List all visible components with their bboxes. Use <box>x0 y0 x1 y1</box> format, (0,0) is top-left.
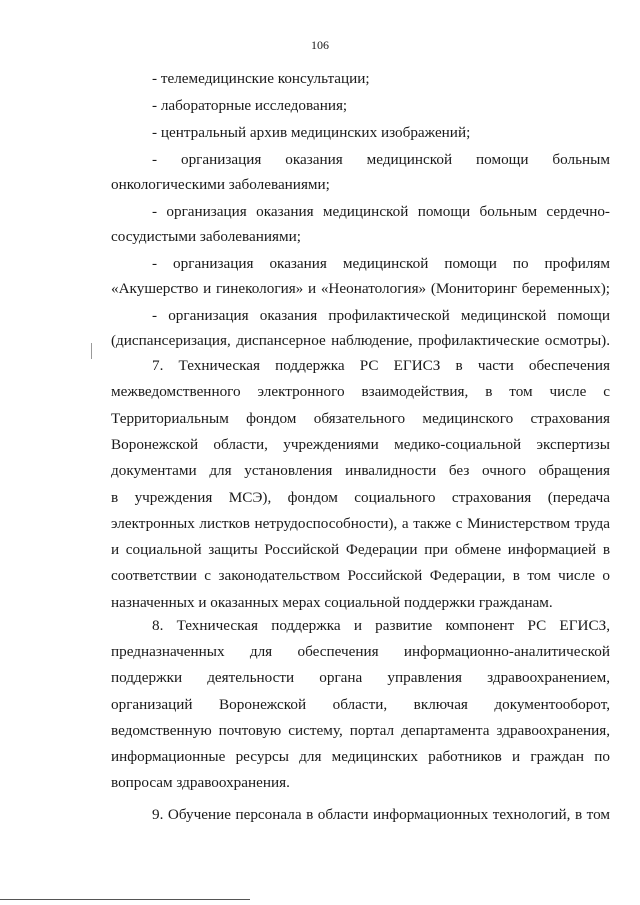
list-item-line: - организация оказания медицинской помощи больным <box>152 151 610 168</box>
list-item-line: (диспансеризация, диспансерное наблюдение, профилактические осмотры). <box>111 332 610 349</box>
paragraph-line: в учреждения МСЭ), фондом социального страхования (передача <box>111 489 610 506</box>
paragraph-line: документами для установления инвалидности без очного обращения <box>111 462 610 479</box>
list-item-line: - телемедицинские консультации; <box>152 70 370 87</box>
paragraph-line: и социальной защиты Российской Федерации при обмене информацией в <box>111 541 610 558</box>
list-item-line: - организация оказания медицинской помощи по профилям <box>152 255 610 272</box>
list-item-line: онкологическими заболеваниями; <box>111 176 330 193</box>
list-item-line: сосудистыми заболеваниями; <box>111 228 301 245</box>
list-item-line: «Акушерство и гинекология» и «Неонатология» (Мониторинг беременных); <box>111 280 610 297</box>
list-item-line: - лабораторные исследования; <box>152 97 348 114</box>
paragraph-line: соответствии с законодательством Российской Федерации, в том числе о <box>111 567 610 584</box>
paragraph-line: ведомственную почтовую систему, портал департамента здравоохранения, <box>111 722 610 739</box>
paragraph-line: Территориальным фондом обязательного медицинского страхования <box>111 410 610 427</box>
list-item-line: - центральный архив медицинских изображений; <box>152 124 471 141</box>
list-item-line: - организация оказания медицинской помощи больным сердечно- <box>152 203 610 220</box>
paragraph-line: информационные ресурсы для медицинских работников и граждан по <box>111 748 610 765</box>
paragraph-line: межведомственного электронного взаимодействия, в том числе с <box>111 383 610 400</box>
paragraph-line: 8. Техническая поддержка и развитие компонент РС ЕГИСЗ, <box>152 617 610 634</box>
list-item-line: - организация оказания профилактической медицинской помощи <box>152 307 610 324</box>
margin-mark <box>91 343 92 359</box>
footnote-rule <box>0 899 250 900</box>
page-number: 106 <box>311 38 329 52</box>
paragraph-line: назначенных и оказанных мерах социальной поддержки гражданам. <box>111 594 553 611</box>
paragraph-line: организаций Воронежской области, включая документооборот, <box>111 696 610 713</box>
paragraph-line: вопросам здравоохранения. <box>111 774 290 791</box>
paragraph-line: 9. Обучение персонала в области информационных технологий, в том <box>152 806 610 823</box>
paragraph-line: Воронежской области, учреждениями медико-социальной экспертизы <box>111 436 610 453</box>
paragraph-line: поддержки деятельности органа управления здравоохранением, <box>111 669 610 686</box>
paragraph-line: предназначенных для обеспечения информационно-аналитической <box>111 643 610 660</box>
paragraph-line: 7. Техническая поддержка РС ЕГИСЗ в части обеспечения <box>152 357 610 374</box>
paragraph-line: электронных листков нетрудоспособности), а также с Министерством труда <box>111 515 610 532</box>
